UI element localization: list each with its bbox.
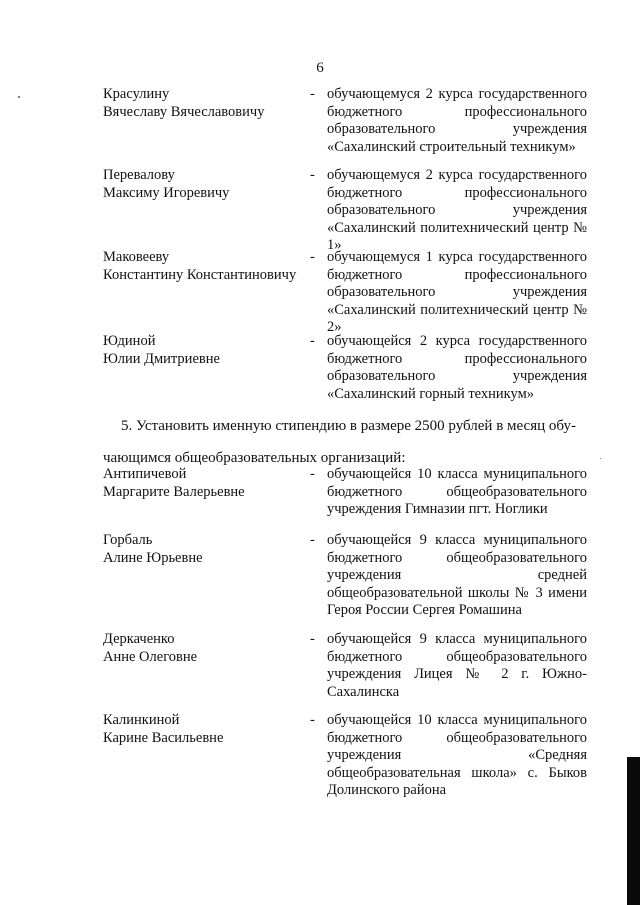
surname: Красулину bbox=[103, 86, 170, 102]
dash: - bbox=[310, 712, 315, 728]
scan-speck bbox=[18, 96, 20, 98]
surname: Калинкиной bbox=[103, 712, 180, 728]
dash: - bbox=[310, 466, 315, 482]
dash: - bbox=[310, 532, 315, 548]
recipient-description: обучающемуся 2 курса государственного бюджетного профессионального образовательного учреждения «Сахалинский строительный техникум» bbox=[327, 86, 587, 155]
dash: - bbox=[310, 86, 315, 102]
paragraph-5 bbox=[103, 410, 587, 474]
recipient-description: обучающейся 10 класса муниципального бюджетного общеобразовательного учреждения Гимназии пгт. Ноглики bbox=[327, 466, 587, 517]
given-names: Анне Олеговне bbox=[103, 648, 198, 665]
given-names: Юлии Дмитриевне bbox=[103, 350, 220, 367]
recipient-name bbox=[103, 167, 229, 202]
surname: Перевалову bbox=[103, 167, 175, 183]
surname: Маковееву bbox=[103, 249, 170, 265]
dash: - bbox=[310, 249, 315, 265]
given-names: Маргарите Валерьевне bbox=[103, 483, 245, 500]
dash: - bbox=[310, 631, 315, 647]
given-names: Карине Васильевне bbox=[103, 729, 224, 746]
recipient-description: обучающейся 9 класса муниципального бюджетного общеобразовательного учреждения Лицея № 2 г. Южно-Сахалинска bbox=[327, 631, 587, 700]
surname: Антипичевой bbox=[103, 466, 187, 482]
surname: Юдиной bbox=[103, 333, 156, 349]
recipient-name bbox=[103, 712, 223, 747]
recipient-description: обучающейся 9 класса муниципального бюджетного общеобразовательного учреждения средней общеобразовательной школы № 3 имени Героя России Сергея Ромашина bbox=[327, 532, 587, 618]
paragraph-5-line-2: чающимся общеобразовательных организаций: bbox=[103, 450, 406, 466]
paragraph-5-line-1: 5. Установить именную стипендию в размере 2500 рублей в месяц обу- bbox=[121, 418, 576, 434]
given-names: Алине Юрьевне bbox=[103, 549, 203, 566]
scan-edge-bar bbox=[627, 757, 640, 905]
recipient-description: обучающемуся 1 курса государственного бюджетного профессионального образовательного учреждения «Сахалинский политехнический центр № 2» bbox=[327, 249, 587, 335]
recipient-name bbox=[103, 631, 197, 666]
dash: - bbox=[310, 333, 315, 349]
given-names: Константину Константиновичу bbox=[103, 266, 297, 283]
recipient-description: обучающейся 2 курса государственного бюджетного профессионального образовательного учреждения «Сахалинский горный техникум» bbox=[327, 333, 587, 402]
recipient-name bbox=[103, 333, 220, 368]
given-names: Вячеславу Вячеславовичу bbox=[103, 103, 265, 120]
given-names: Максиму Игоревичу bbox=[103, 184, 230, 201]
surname: Деркаченко bbox=[103, 631, 175, 647]
recipient-name bbox=[103, 466, 245, 501]
surname: Горбаль bbox=[103, 532, 153, 548]
recipient-name bbox=[103, 532, 203, 567]
dash: - bbox=[310, 167, 315, 183]
recipient-name bbox=[103, 249, 296, 284]
recipient-description: обучающейся 10 класса муниципального бюджетного общеобразовательного учреждения «Средняя общеобразовательная школа» с. Быков Долинского района bbox=[327, 712, 587, 798]
page-number: 6 bbox=[316, 60, 324, 76]
recipient-description: обучающемуся 2 курса государственного бюджетного профессионального образовательного учреждения «Сахалинский политехнический центр № 1» bbox=[327, 167, 587, 253]
recipient-name bbox=[103, 86, 264, 121]
scan-speck bbox=[600, 458, 601, 459]
